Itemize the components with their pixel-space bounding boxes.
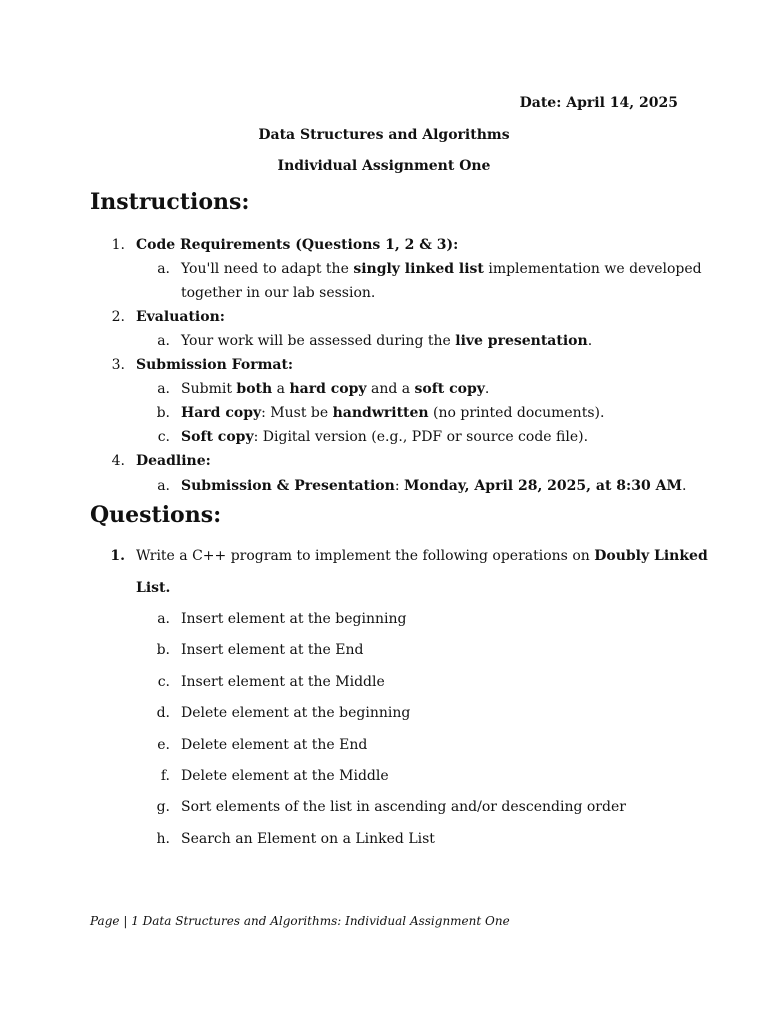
sub-item-text-continued: together in our lab session. [181, 285, 376, 301]
sub-item-marker: a. [157, 478, 170, 494]
list-item: Insert element at the End [181, 642, 364, 658]
instruction-number: 1. [111, 237, 125, 253]
instruction-title: Submission Format: [136, 357, 294, 373]
sub-item-text: Your work will be assessed during the live presentation. [181, 333, 593, 349]
instruction-number: 3. [111, 357, 125, 373]
list-item: Delete element at the Middle [181, 768, 389, 784]
page-footer: Page | 1 Data Structures and Algorithms: Individual Assignment One [90, 914, 510, 928]
list-item-marker: b. [156, 642, 170, 658]
sub-item-marker: c. [157, 429, 170, 445]
list-item: Search an Element on a Linked List [181, 831, 435, 847]
instruction-title: Evaluation: [136, 309, 225, 325]
date-line: Date: April 14, 2025 [519, 95, 678, 111]
instruction-title: Code Requirements (Questions 1, 2 & 3): [136, 237, 459, 253]
list-item: Sort elements of the list in ascending and/or descending order [181, 799, 626, 815]
sub-item-text: Hard copy: Must be handwritten (no printed documents). [181, 405, 605, 421]
instruction-number: 4. [111, 453, 125, 469]
list-item-marker: f. [160, 768, 170, 784]
instruction-title: Deadline: [136, 453, 211, 469]
list-item-marker: c. [157, 674, 170, 690]
sub-item-marker: b. [156, 405, 170, 421]
list-item-marker: e. [157, 737, 170, 753]
list-item-marker: d. [156, 705, 170, 721]
instruction-number: 2. [111, 309, 125, 325]
list-item: Delete element at the beginning [181, 705, 411, 721]
list-item-marker: h. [156, 831, 170, 847]
list-item: Insert element at the Middle [181, 674, 385, 690]
question-text: Write a C++ program to implement the following operations on Doubly Linked [136, 548, 708, 564]
instructions-heading: Instructions: [90, 189, 250, 215]
sub-item-text: Soft copy: Digital version (e.g., PDF or source code file). [181, 429, 589, 445]
sub-item-text: Submission & Presentation: Monday, April 28, 2025, at 8:30 AM. [181, 478, 687, 494]
list-item: Delete element at the End [181, 737, 368, 753]
list-item-marker: g. [156, 799, 170, 815]
course-title: Data Structures and Algorithms [258, 127, 510, 143]
questions-heading: Questions: [90, 502, 222, 528]
sub-item-marker: a. [157, 333, 170, 349]
assignment-title: Individual Assignment One [277, 158, 491, 174]
sub-item-text: Submit both a hard copy and a soft copy. [181, 381, 490, 397]
sub-item-text: You'll need to adapt the singly linked list implementation we developed [181, 261, 702, 277]
list-item: Insert element at the beginning [181, 611, 407, 627]
question-number: 1. [110, 548, 125, 564]
list-item-marker: a. [157, 611, 170, 627]
sub-item-marker: a. [157, 381, 170, 397]
sub-item-marker: a. [157, 261, 170, 277]
question-text-continued: List. [136, 580, 171, 596]
